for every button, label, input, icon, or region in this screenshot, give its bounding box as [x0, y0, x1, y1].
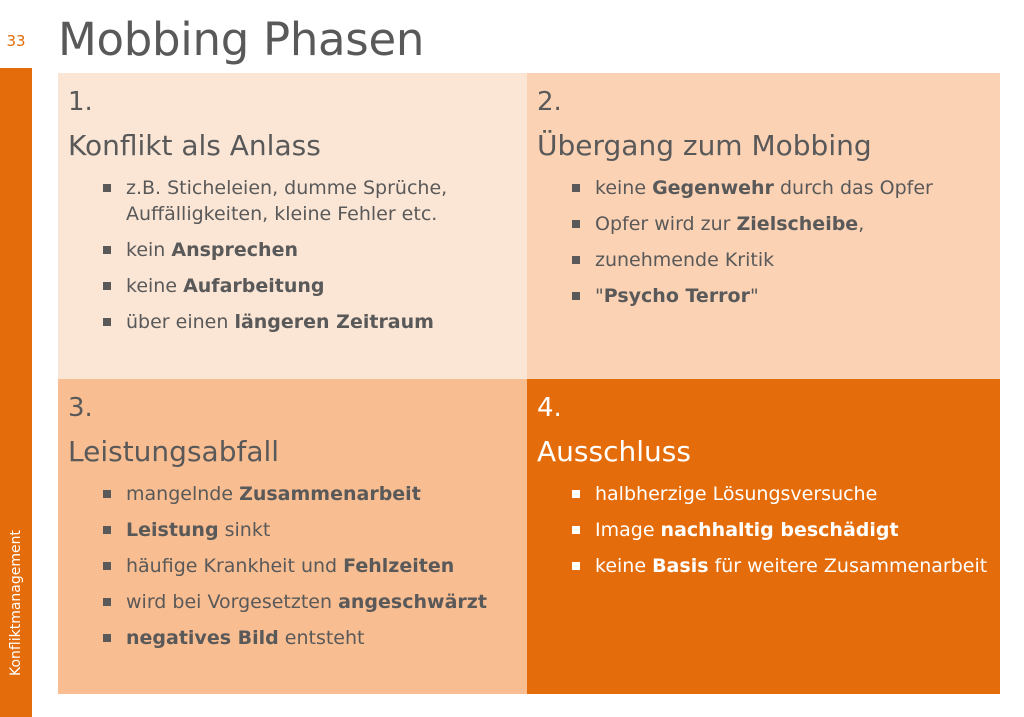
- bullet-item: [537, 553, 1000, 579]
- slide-title: Mobbing Phasen: [58, 13, 425, 66]
- phase-3-box: [58, 379, 527, 694]
- phase-1-box: [58, 73, 527, 379]
- phase-2-box: [527, 73, 1000, 379]
- bullet-item: [537, 175, 1000, 201]
- bullet-text: sinkt: [218, 519, 271, 541]
- side-label: Konfliktmanagement: [8, 529, 24, 676]
- bullet-text-bold: Aufarbeitung: [183, 275, 325, 297]
- bullet-list: [537, 175, 1000, 309]
- page-number: 33: [6, 32, 26, 50]
- bullet-text-bold: Gegenwehr: [652, 177, 774, 199]
- phase-number: 1.: [68, 87, 93, 117]
- bullet-text: durch das Opfer: [773, 177, 933, 199]
- bullet-text-bold: Basis: [652, 555, 709, 577]
- side-label-container: [0, 68, 32, 676]
- bullet-item: [537, 247, 1000, 273]
- bullet-text: Opfer wird zur: [595, 213, 737, 235]
- bullet-text: kein: [126, 239, 172, 261]
- bullet-text: zunehmende Kritik: [595, 249, 775, 271]
- bullet-text: für weitere Zusammenarbeit: [708, 555, 988, 577]
- bullet-text: häufige Krankheit und: [126, 555, 344, 577]
- bullet-text-bold: Zielscheibe: [736, 213, 859, 235]
- bullet-item: [68, 237, 527, 263]
- bullet-text-bold: Ansprechen: [171, 239, 298, 261]
- bullet-text: keine: [595, 177, 653, 199]
- phase-heading: Ausschluss: [537, 435, 691, 468]
- bullet-text-bold: längeren Zeitraum: [234, 311, 434, 333]
- bullet-text-bold: nachhaltig beschädigt: [660, 519, 899, 541]
- bullet-text: mangelnde: [126, 483, 240, 505]
- bullet-item: [537, 517, 1000, 543]
- bullet-list: [68, 481, 527, 651]
- phase-heading: Übergang zum Mobbing: [537, 129, 872, 162]
- bullet-text-bold: angeschwärzt: [338, 591, 487, 613]
- bullet-item: [68, 517, 527, 543]
- bullet-item: [68, 553, 527, 579]
- bullet-text: über einen: [126, 311, 235, 333]
- phase-heading: Leistungsabfall: [68, 435, 280, 468]
- phase-number: 3.: [68, 393, 93, 423]
- bullet-item: [537, 283, 1000, 309]
- bullet-text: Image: [595, 519, 661, 541]
- bullet-text: wird bei Vorgesetzten: [126, 591, 339, 613]
- bullet-item: [68, 175, 527, 227]
- bullet-item: [68, 625, 527, 651]
- phase-4-box: [527, 379, 1000, 694]
- bullet-item: [537, 211, 1000, 237]
- bullet-list: [68, 175, 527, 335]
- phase-number: 4.: [537, 393, 562, 423]
- bullet-text-bold: Leistung: [126, 519, 219, 541]
- bullet-text-bold: Psycho Terror: [603, 285, 750, 307]
- bullet-item: [68, 589, 527, 615]
- phases-grid: [58, 73, 1000, 694]
- bullet-item: [68, 309, 527, 335]
- bullet-text-bold: Zusammenarbeit: [239, 483, 421, 505]
- phase-number: 2.: [537, 87, 562, 117]
- bullet-text: entsteht: [278, 627, 365, 649]
- bullet-text: halbherzige Lösungsversuche: [595, 483, 878, 505]
- bullet-text: ,: [858, 213, 865, 235]
- bullet-text: z.B. Sticheleien, dumme Sprüche, Auffälligkeiten, kleine Fehler etc.: [126, 177, 448, 225]
- bullet-list: [537, 481, 1000, 579]
- bullet-text: keine: [595, 555, 653, 577]
- bullet-item: [68, 481, 527, 507]
- bullet-text: keine: [126, 275, 184, 297]
- bullet-text-bold: negatives Bild: [126, 627, 279, 649]
- bullet-text: ": [749, 285, 759, 307]
- bullet-item: [537, 481, 1000, 507]
- bullet-text: ": [595, 285, 604, 307]
- bullet-item: [68, 273, 527, 299]
- bullet-text-bold: Fehlzeiten: [343, 555, 455, 577]
- phase-heading: Konflikt als Anlass: [68, 129, 321, 162]
